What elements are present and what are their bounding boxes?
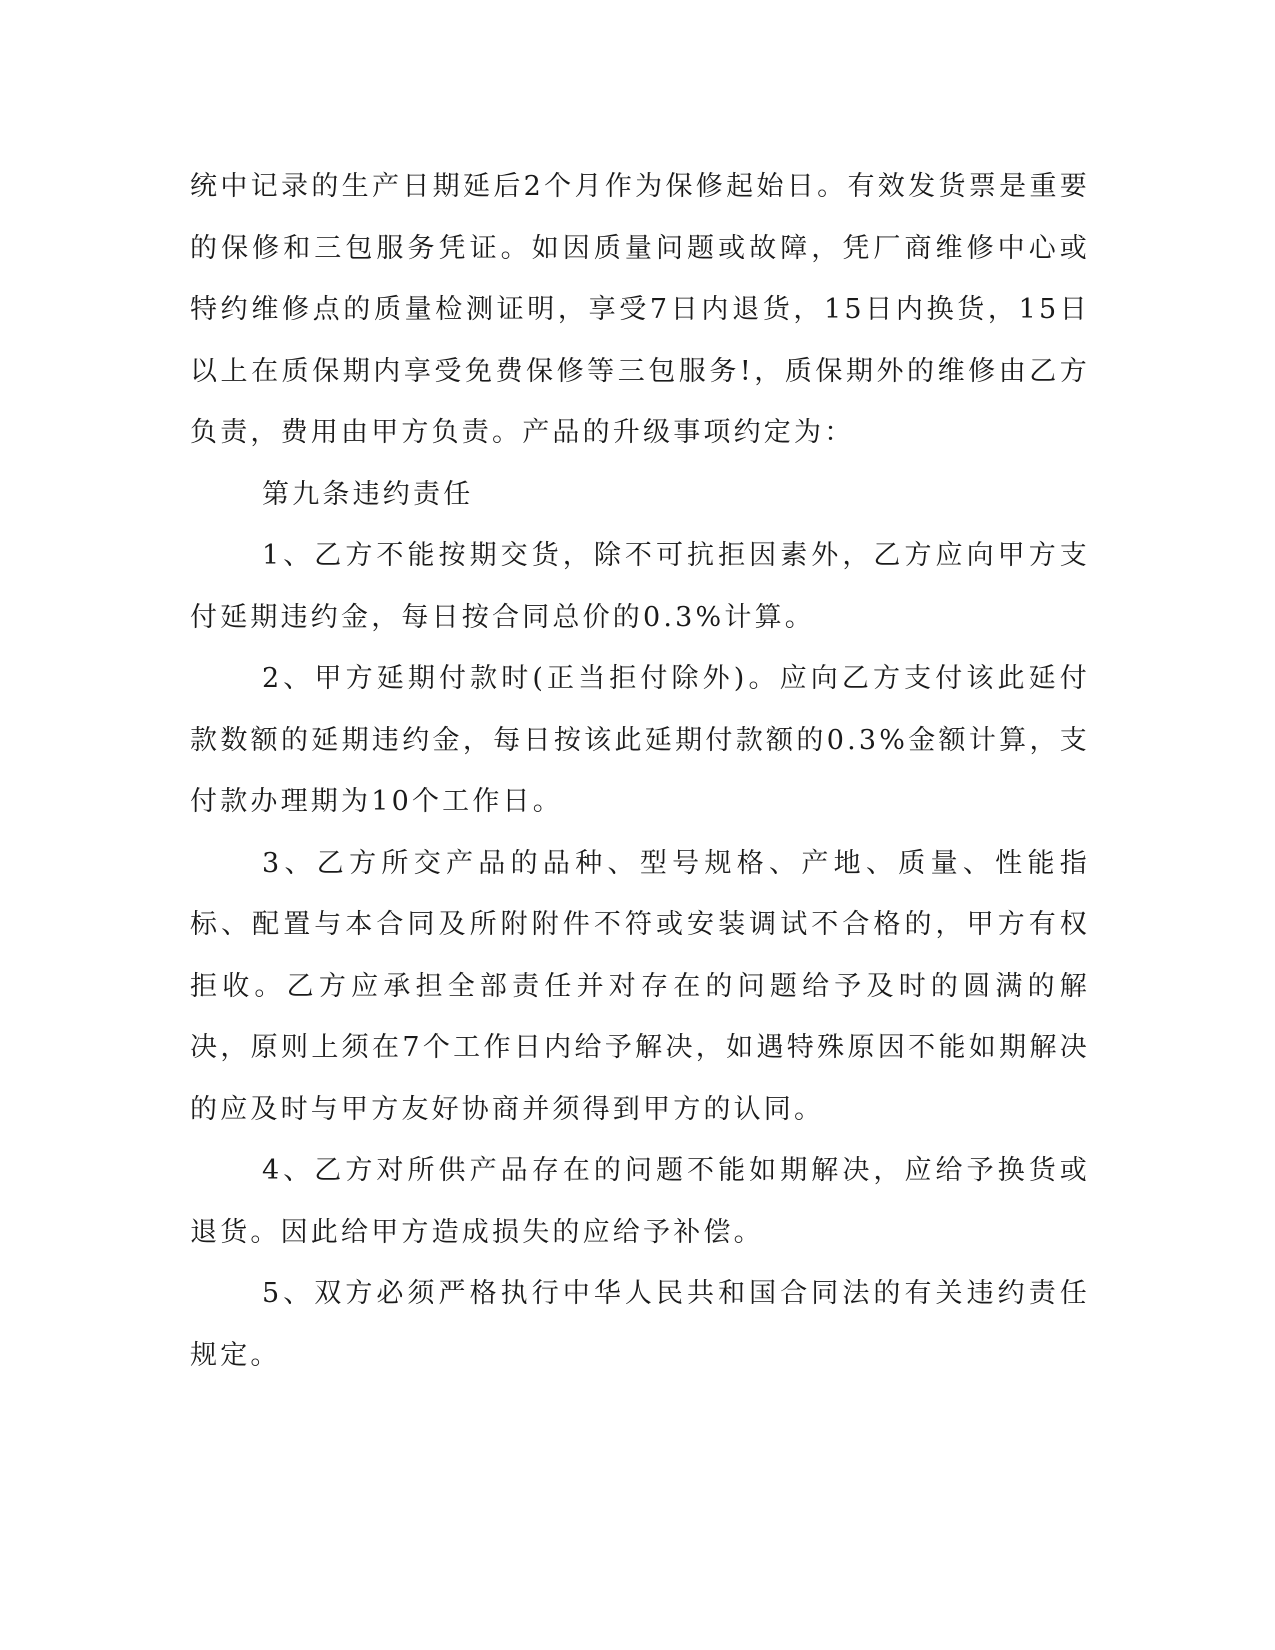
paragraph-warranty-continuation: 统中记录的生产日期延后2个月作为保修起始日。有效发货票是重要的保修和三包服务凭证。如因质量问题或故障，凭厂商维修中心或特约维修点的质量检测证明，享受7日内退货，15日内换货，15日以上在质保期内享受免费保修等三包服务!，质保期外的维修由乙方负责，费用由甲方负责。产品的升级事项约定为：: [190, 171, 1090, 448]
document-body: [190, 156, 1090, 1386]
article-heading: 第九条违约责任: [262, 478, 474, 510]
clause-2: 2、甲方延期付款时(正当拒付除外)。应向乙方支付该此延付款数额的延期违约金，每日按该此延期付款额的0.3%金额计算，支付款办理期为10个工作日。: [190, 663, 1090, 817]
clause-4: 4、乙方对所供产品存在的问题不能如期解决，应给予换货或退货。因此给甲方造成损失的应给予补偿。: [190, 1155, 1090, 1248]
clause-3: 3、乙方所交产品的品种、型号规格、产地、质量、性能指标、配置与本合同及所附附件不符或安装调试不合格的，甲方有权拒收。乙方应承担全部责任并对存在的问题给予及时的圆满的解决，原则上须在7个工作日内给予解决，如遇特殊原因不能如期解决的应及时与甲方友好协商并须得到甲方的认同。: [190, 847, 1090, 1125]
clause-1: 1、乙方不能按期交货，除不可抗拒因素外，乙方应向甲方支付延期违约金，每日按合同总价的0.3%计算。: [190, 540, 1090, 633]
clause-5: 5、双方必须严格执行中华人民共和国合同法的有关违约责任规定。: [190, 1278, 1090, 1371]
